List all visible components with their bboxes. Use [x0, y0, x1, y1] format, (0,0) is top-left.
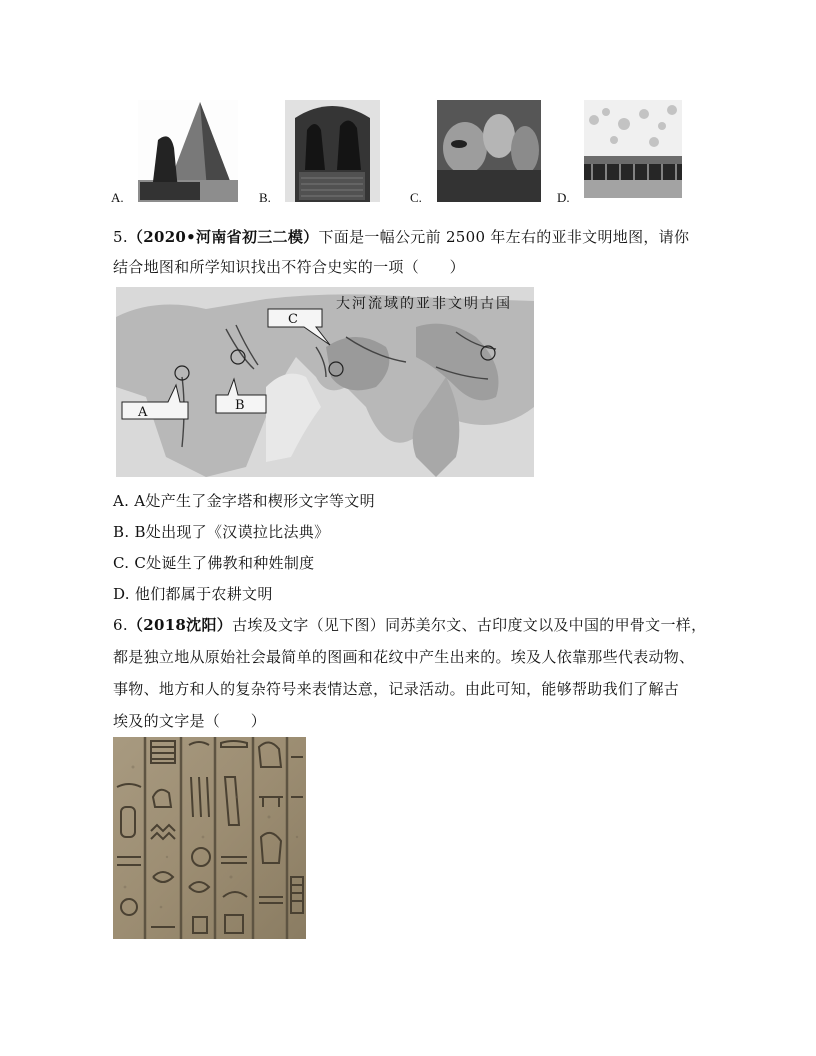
civilization-map — [116, 287, 534, 477]
map-label-a: A — [138, 405, 148, 420]
q6-stem-line3: 事物、地方和人的复杂符号来表情达意，记录活动。由此可知，能够帮助我们了解古 — [113, 680, 680, 698]
option-d-label: D. — [557, 190, 570, 205]
option-b-image — [285, 100, 380, 202]
q6-source: （2018沈阳） — [127, 616, 233, 634]
map-title: 大河流域的亚非文明古国 — [336, 296, 512, 312]
q5-number: 5. — [113, 228, 128, 246]
option-c-label: C. — [410, 190, 422, 205]
q6-stem-line2: 都是独立地从原始社会最简单的图画和花纹中产生出来的。埃及人依靠那些代表动物、 — [113, 648, 695, 666]
q5-choice-b: B. B处出现了《汉谟拉比法典》 — [113, 523, 330, 541]
q6-stem-line1 — [113, 614, 706, 635]
q5-stem-text1: 下面是一幅公元前 2500 年左右的亚非文明地图，请你 — [318, 228, 690, 246]
q6-stem-text1: 古埃及文字（见下图）同苏美尔文、古印度文以及中国的甲骨文一样， — [232, 616, 707, 634]
option-b-label: B. — [259, 190, 271, 205]
q6-number: 6. — [113, 616, 128, 634]
q5-stem-line2: 结合地图和所学知识找出不符合史实的一项（ ） — [113, 258, 465, 276]
q5-choice-d: D. 他们都属于农耕文明 — [113, 585, 273, 603]
option-a-label: A. — [111, 190, 124, 205]
q5-choice-c: C. C处诞生了佛教和种姓制度 — [113, 554, 315, 572]
q5-stem-line1 — [113, 226, 689, 247]
hieroglyph-image — [113, 737, 306, 939]
map-label-c: C — [288, 312, 298, 327]
q5-choice-a: A. A处产生了金字塔和楔形文字等文明 — [113, 492, 375, 510]
option-c-image — [437, 100, 541, 202]
option-a-image — [138, 100, 238, 202]
q6-stem-line4: 埃及的文字是（ ） — [113, 712, 267, 730]
q4-options-row — [0, 0, 816, 215]
option-d-image — [584, 100, 682, 198]
q5-source: （2020•河南省初三二模） — [127, 228, 319, 246]
map-label-b: B — [235, 398, 245, 413]
